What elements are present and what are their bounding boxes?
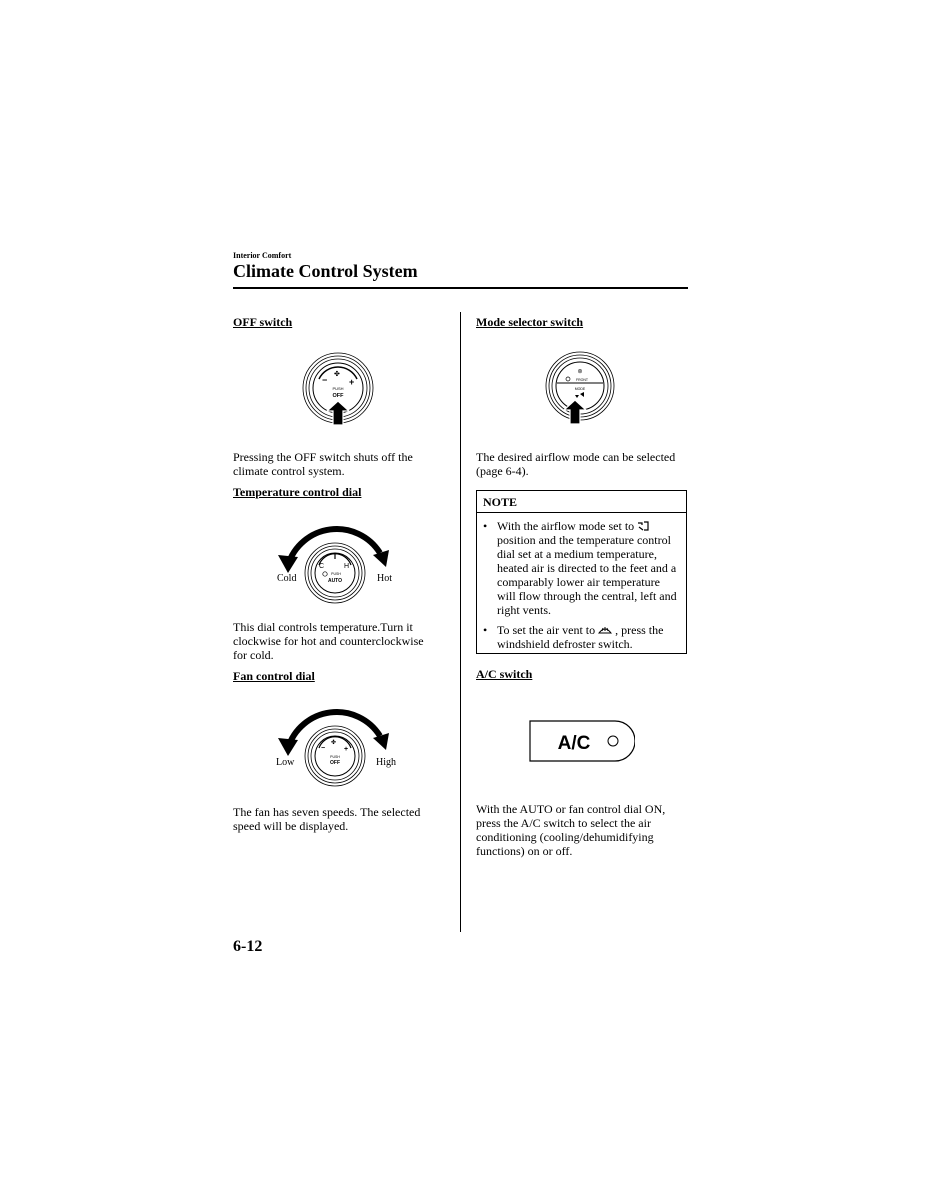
temperature-heading: Temperature control dial bbox=[233, 485, 362, 499]
mode-heading: Mode selector switch bbox=[476, 315, 584, 329]
fan-dial-illustration bbox=[268, 698, 404, 790]
fan-icon: ✤ bbox=[334, 371, 340, 378]
note-box bbox=[476, 490, 687, 654]
svg-text:−: − bbox=[322, 375, 328, 385]
fan-heading: Fan control dial bbox=[233, 669, 315, 683]
note-item: • To set the air vent to , press the windshield defroster switch. bbox=[483, 623, 664, 651]
cold-label: Cold bbox=[277, 573, 297, 584]
svg-text:+: + bbox=[349, 377, 355, 387]
hot-label: Hot bbox=[377, 573, 392, 584]
low-label: Low bbox=[276, 757, 295, 768]
temperature-text: This dial controls temperature.Turn it clockwise for hot and counterclockwise for cold. bbox=[233, 620, 424, 662]
note-item: • With the airflow mode set to position and the temperature control dial set at a medium temperature, heated air is directed to the feet and a comparably lower air temperature will flow through the central, left and right vents. bbox=[483, 519, 677, 617]
column-divider bbox=[460, 312, 461, 932]
page-title: Climate Control System bbox=[233, 261, 418, 281]
ac-button-illustration bbox=[529, 720, 635, 764]
svg-text:MODE: MODE bbox=[574, 387, 586, 391]
svg-text:PUSH: PUSH bbox=[331, 572, 341, 576]
defroster-icon: ⊚ bbox=[577, 369, 583, 375]
svg-text:PUSH: PUSH bbox=[330, 755, 340, 759]
section-label: Interior Comfort bbox=[233, 251, 292, 260]
svg-text:FRONT: FRONT bbox=[575, 378, 589, 382]
high-label: High bbox=[376, 757, 396, 768]
defroster-icon bbox=[598, 625, 612, 635]
off-switch-heading: OFF switch bbox=[233, 315, 293, 329]
off-switch-text: Pressing the OFF switch shuts off the climate control system. bbox=[233, 450, 413, 478]
off-switch-illustration bbox=[300, 350, 376, 430]
press-arrow-icon bbox=[327, 401, 349, 425]
svg-text:OFF: OFF bbox=[332, 393, 344, 399]
svg-text:−: − bbox=[321, 745, 326, 752]
mode-switch-illustration bbox=[542, 350, 618, 430]
ac-heading: A/C switch bbox=[476, 667, 533, 681]
svg-text:C: C bbox=[319, 563, 325, 570]
svg-text:PUSH: PUSH bbox=[332, 386, 344, 391]
indicator-light-icon bbox=[608, 736, 618, 746]
fan-icon: ✤ bbox=[331, 740, 337, 746]
svg-text:OFF: OFF bbox=[330, 760, 340, 766]
floor-mode-icon bbox=[637, 521, 649, 531]
title-rule bbox=[233, 287, 688, 289]
temperature-dial-illustration bbox=[268, 515, 404, 607]
svg-text:H: H bbox=[344, 563, 350, 570]
page-number: 6-12 bbox=[233, 938, 263, 955]
svg-text:+: + bbox=[344, 746, 349, 753]
ac-text: With the AUTO or fan control dial ON, press the A/C switch to select the air conditioning (cooling/dehumidifying functions) on or off. bbox=[476, 802, 666, 858]
svg-text:A/C: A/C bbox=[557, 733, 591, 754]
note-title: NOTE bbox=[477, 491, 686, 513]
fan-text: The fan has seven speeds. The selected speed will be displayed. bbox=[233, 805, 421, 833]
mode-text: The desired airflow mode can be selected (page 6-4). bbox=[476, 450, 676, 478]
press-arrow-icon bbox=[564, 400, 586, 424]
svg-text:AUTO: AUTO bbox=[327, 578, 343, 584]
